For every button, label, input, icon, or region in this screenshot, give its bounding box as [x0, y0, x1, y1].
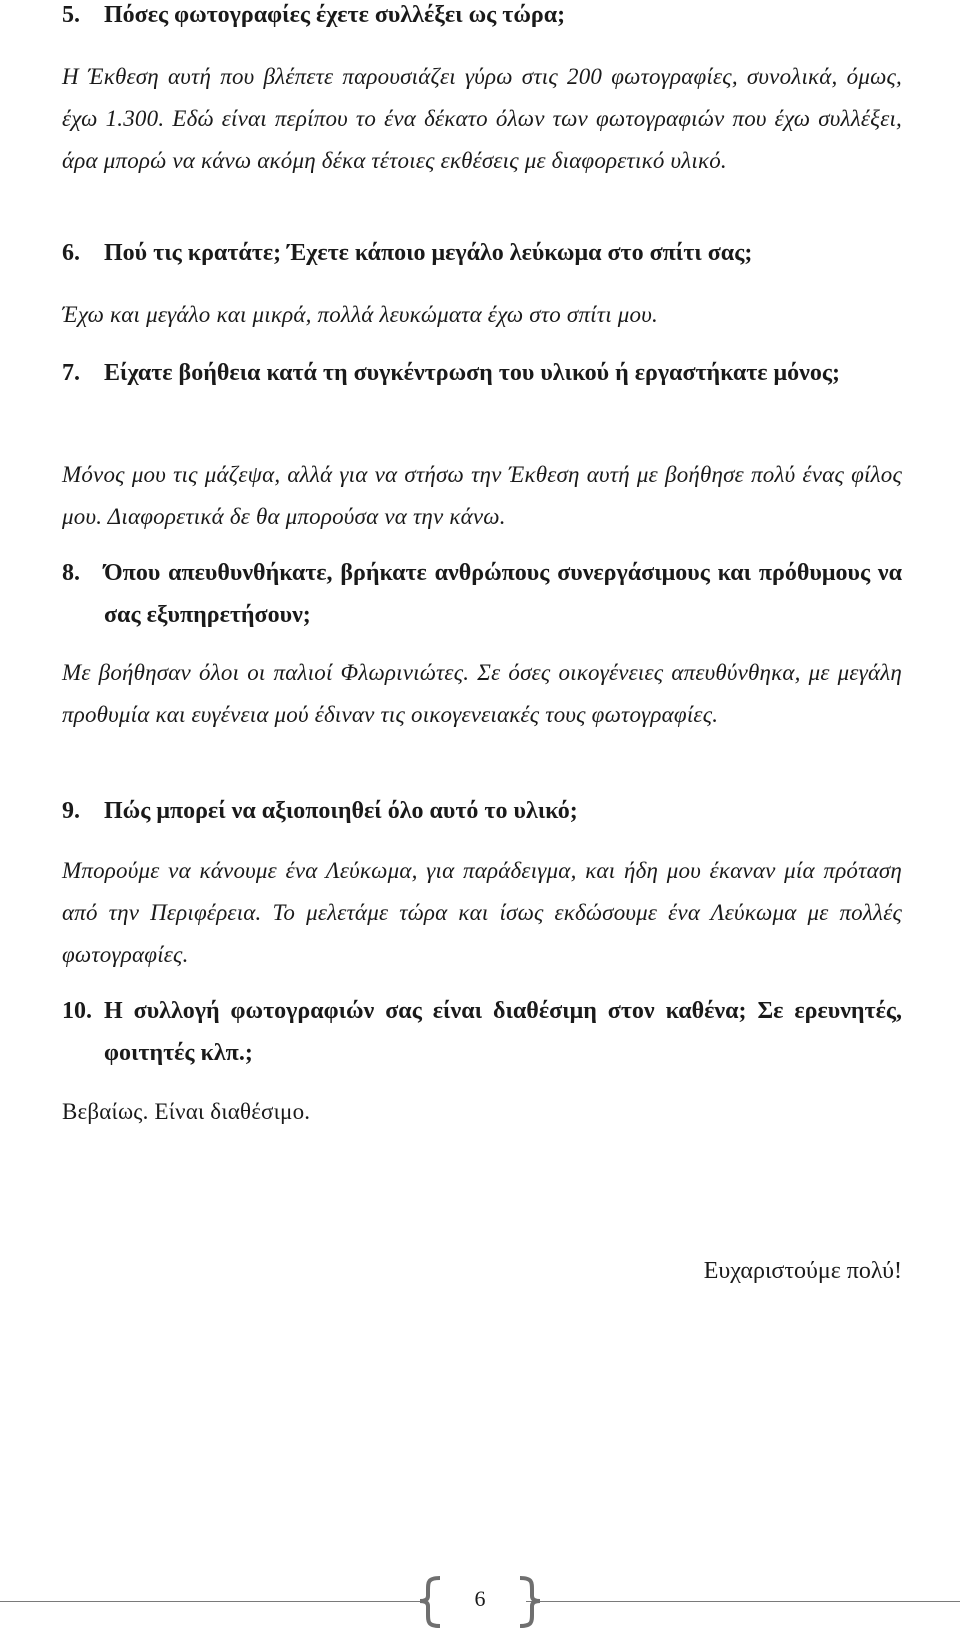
question-6: [62, 232, 902, 274]
answer-8: Με βοήθησαν όλοι οι παλιοί Φλωρινιώτες. Σε όσες οικογένειες απευθύνθηκα, με μεγάλη προθυμία και ευγένεια μού έδιναν τις οικογενειακές τους φωτογραφίες.: [62, 660, 902, 727]
answer-10: Βεβαίως. Είναι διαθέσιμο.: [62, 1099, 311, 1124]
question-number: 9.: [62, 798, 80, 824]
question-10: [62, 990, 902, 1074]
closing-thanks: Ευχαριστούμε πολύ!: [703, 1258, 902, 1284]
question-5: [62, 0, 902, 36]
question-text: Όπου απευθυνθήκατε, βρήκατε ανθρώπους συνεργάσιμους και πρόθυμους να σας εξυπηρετήσουν;: [104, 560, 902, 628]
answer-6: Έχω και μεγάλο και μικρά, πολλά λευκώματα έχω στο σπίτι μου.: [62, 302, 658, 327]
answer-5: Η Έκθεση αυτή που βλέπετε παρουσιάζει γύρω στις 200 φωτογραφίες, συνολικά, όμως, έχω 1.300. Εδώ είναι περίπου το ένα δέκατο όλων των φωτογραφιών που έχω συλλέξει, άρα μπορώ να κάνω ακόμη δέκα τέτοιες εκθέσεις με διαφορετικό υλικό.: [62, 64, 902, 173]
question-text: Πόσες φωτογραφίες έχετε συλλέξει ως τώρα;: [104, 2, 566, 28]
question-text: Πού τις κρατάτε; Έχετε κάποιο μεγάλο λεύκωμα στο σπίτι σας;: [104, 240, 753, 266]
page-number: 6: [474, 1586, 486, 1611]
page-footer: [0, 1574, 960, 1629]
question-number: 5.: [62, 2, 80, 28]
answer-7: Μόνος μου τις μάζεψα, αλλά για να στήσω την Έκθεση αυτή με βοήθησε πολύ ένας φίλος μου. Διαφορετικά δε θα μπορούσα να την κάνω.: [62, 462, 902, 529]
question-9: [62, 790, 902, 832]
question-number: 10.: [62, 998, 92, 1024]
question-7: [62, 352, 902, 394]
question-number: 7.: [62, 360, 80, 386]
question-text: Η συλλογή φωτογραφιών σας είναι διαθέσιμη στον καθένα; Σε ερευνητές, φοιτητές κλπ.;: [104, 998, 902, 1066]
question-8: [62, 552, 902, 636]
answer-9: Μπορούμε να κάνουμε ένα Λεύκωμα, για παράδειγμα, και ήδη μου έκαναν μία πρόταση από την Περιφέρεια. Το μελετάμε τώρα και ίσως εκδώσουμε ένα Λεύκωμα με πολλές φωτογραφίες.: [62, 858, 902, 967]
question-text: Είχατε βοήθεια κατά τη συγκέντρωση του υλικού ή εργαστήκατε μόνος;: [104, 360, 840, 386]
question-number: 6.: [62, 240, 80, 266]
question-number: 8.: [62, 560, 80, 586]
question-text: Πώς μπορεί να αξιοποιηθεί όλο αυτό το υλικό;: [104, 798, 578, 824]
